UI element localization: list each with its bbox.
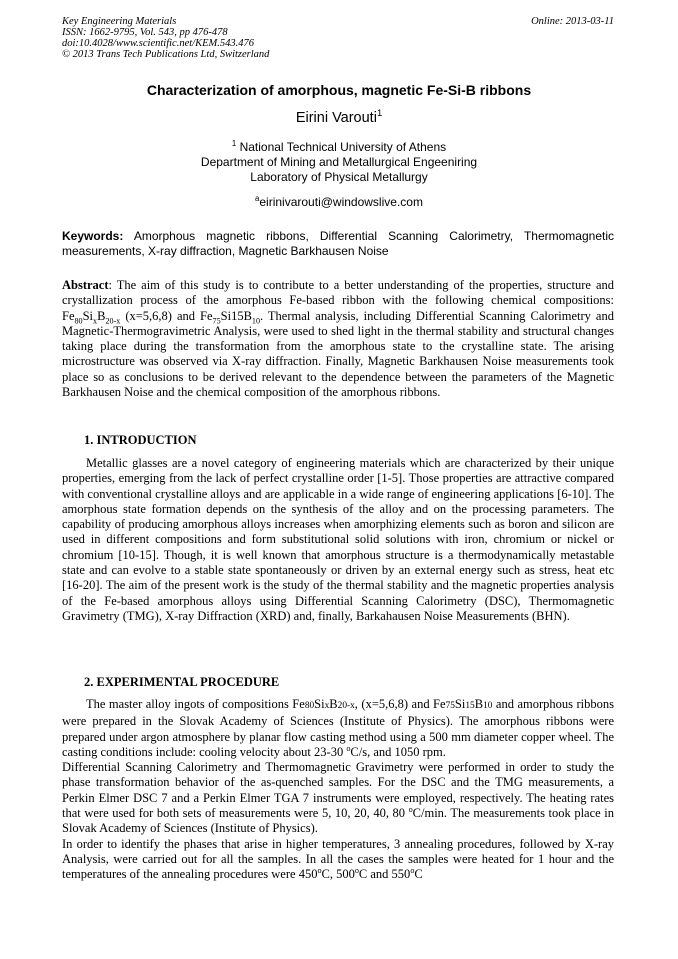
section-heading-introduction: 1. INTRODUCTION	[84, 433, 197, 447]
doi-line: doi:10.4028/www.scientific.net/KEM.543.476	[62, 38, 254, 49]
email-line	[0, 195, 678, 209]
affiliation-sup: 1	[231, 139, 237, 148]
journal-name: Key Engineering Materials	[62, 16, 177, 27]
affiliation	[0, 140, 678, 185]
issn-line: ISSN: 1662-9795, Vol. 543, pp 476-478	[62, 27, 228, 38]
online-date: Online: 2013-03-11	[531, 16, 614, 27]
email-sup: a	[255, 194, 260, 203]
copyright-line: © 2013 Trans Tech Publications Ltd, Switzerland	[62, 49, 270, 60]
experimental-text	[62, 697, 614, 883]
abstract: Abstract: The aim of this study is to contribute to a better understanding of the properties, structure and crystallization process of the amorphous Fe-based ribbon with the following chemical compositions: $Fe_{80}Si_xB_{20-x}$ (x=5,6,8) and $Fe_{75}Si15B_{10}$. Thermal analysis, including Differential Scanning Calorimetry and Magnetic-Thermogravimetric Analysis, were used to shed light in the thermal stability and structural changes taking place during the transformation from the amorphous state to the crystalline state. The arising microstructure was observed via X-ray diffraction. Finally, Magnetic Barkhausen Noise measurements took place so as conclusions to be derived relevant to the dependence between the parameters of the Magnetic Barkhausen Noise and the chemical composition of the amorphous ribbons.	[62, 278, 614, 400]
affiliation-line-3: Laboratory of Physical Metallurgy	[250, 170, 428, 184]
experimental-paragraph-3: In order to identify the phases that arise in higher temperatures, 3 annealing procedures, followed by X-ray Analysis, were carried out for all the samples. In all the cases the samples were heated for 1 hour and the temperatures of the annealing procedures were 450$^o$C, 500$^o$C and 550$^o$C	[62, 836, 614, 882]
affiliation-line-2: Department of Mining and Metallurgical Engeeniring	[200, 155, 478, 169]
introduction-text: Metallic glasses are a novel category of engineering materials which are characterized by their unique properties, emerging from the lack of perfect crystalline order [1-5]. Those properties are attractive compared with conventional crystalline alloys and are applicable in a wide range of engineering applications [6-10]. The amorphous state formation depends on the synthesis of the alloy and on the processing parameters. The capability of producing amorphous alloys increases when amorphizing elements such as boron and silicon are used in different compositions and form substitutional solid solutions with iron, chromium or nickel or chromium [10-15]. Though, it is well known that amorphous structure is a thermodynamically metastable state and can evolve to a stable state spontaneously or driven by an external energy such as stress, heat etc [16-20]. The aim of the present work is the study of the thermal stability and the magnetic properties analysis of the Fe-based amorphous alloys using Differential Scanning Calorimetry (DSC), Thermomagnetic Gravimetry (TMG), X-ray Diffraction (XRD) and, finally, Barkahausen Noise Measurements (BHN).	[62, 456, 614, 623]
experimental-paragraph-1: The master alloy ingots of compositions Fe80SixB20-x, (x=5,6,8) and Fe75Si15B10 and amorphous ribbons were prepared in the Slovak Academy of Sciences (Institute of Physics). The amorphous ribbons were prepared under argon atmosphere by planar flow casting method using a 500 mm diameter copper wheel. The casting conditions include: cooling velocity about 23-30 $^o$C/s, and 1050 rpm.	[62, 697, 614, 759]
author-sup: 1	[376, 107, 383, 119]
abstract-label: Abstract	[62, 278, 109, 292]
experimental-paragraph-2: Differential Scanning Calorimetry and Thermomagnetic Gravimetry were performed in order to study the phase transformation behavior of the as-quenched samples. For the DSC and the TMG measurements, a Perkin Elmer DSC 7 and a Perkin Elmer TGA 7 instruments were employed, respectively. The heating rates that were used for both sets of measurements were 5, 10, 20, 40, 80 $^o$C/min. The measurements took place in Slovak Academy of Sciences (Institute of Physics).	[62, 760, 614, 836]
keywords-label: Keywords:	[62, 229, 124, 243]
affiliation-line-1: $^1$ National Technical University of Athens	[231, 139, 447, 154]
author	[0, 107, 678, 126]
author-name: Eirini Varouti	[295, 110, 377, 126]
keywords	[62, 229, 614, 259]
section-heading-experimental: 2. EXPERIMENTAL PROCEDURE	[84, 675, 280, 689]
paper-title: Characterization of amorphous, magnetic Fe-Si-B ribbons	[146, 82, 532, 98]
journal-header	[62, 16, 269, 60]
email-address: eirinivarouti@windowslive.com	[259, 195, 423, 209]
keywords-text: Amorphous magnetic ribbons, Differential Scanning Calorimetry, Thermomagnetic measurements, X-ray diffraction, Magnetic Barkhausen Noise	[62, 229, 614, 258]
